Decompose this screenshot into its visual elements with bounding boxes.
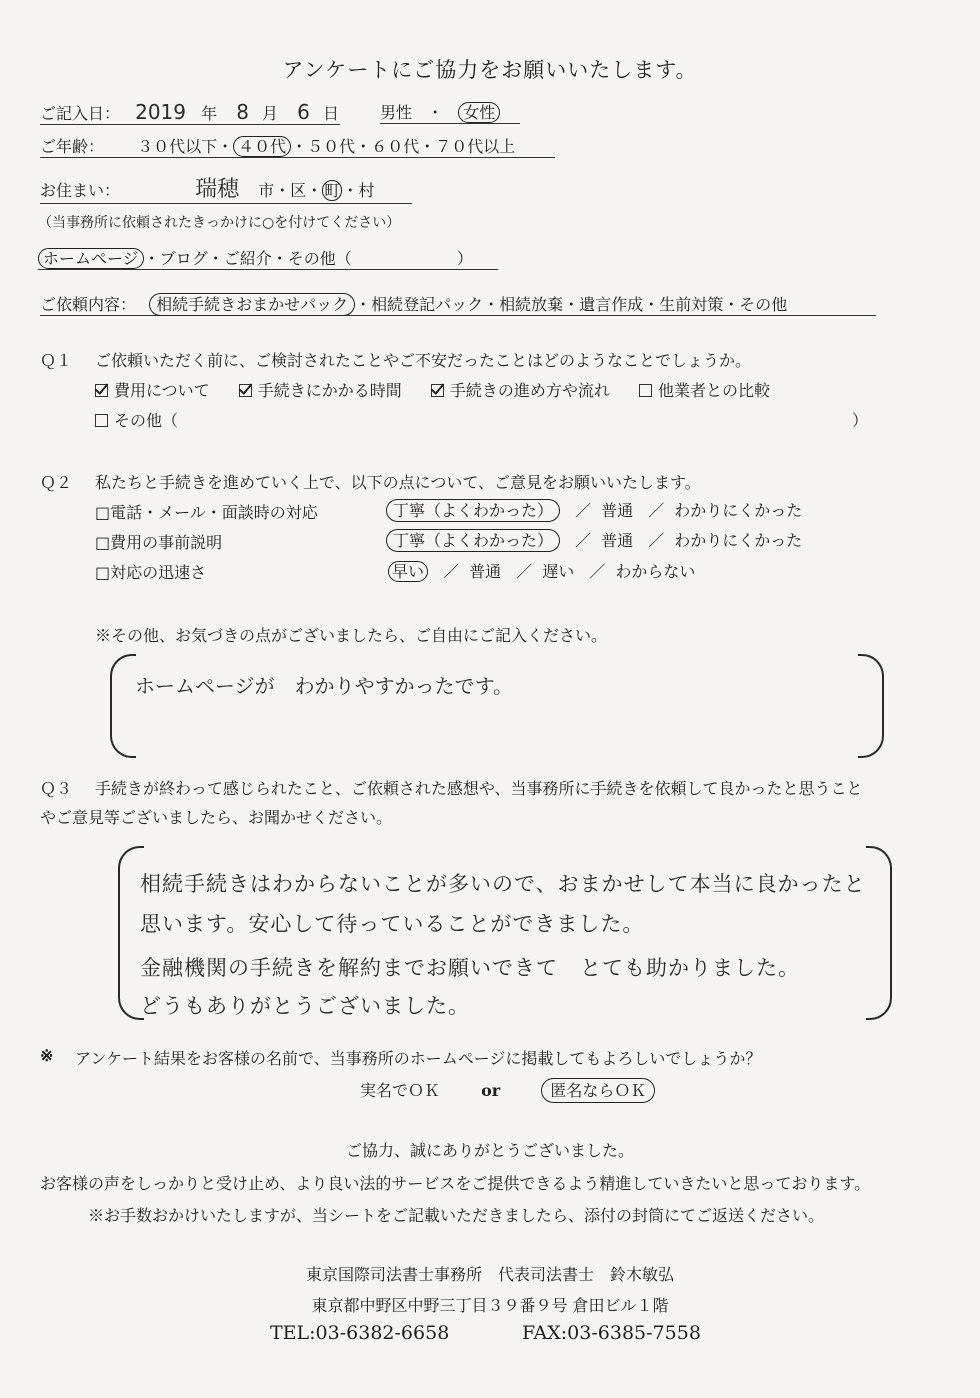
q2-cost-normal[interactable]: 普通 — [601, 531, 634, 550]
q2-number: Ｑ２ — [40, 473, 73, 492]
request-estate-planning[interactable]: 生前対策 — [659, 295, 724, 314]
age-option-30[interactable]: ３０代以下 — [137, 137, 218, 156]
trigger-other-close: ） — [456, 249, 473, 268]
entry-month: 8 — [236, 100, 249, 124]
residence-opt-shi[interactable]: 市 — [258, 181, 275, 200]
q1-item-cost[interactable] — [95, 381, 210, 400]
office-name: 東京国際司法書士事務所 代表司法書士 鈴木敏弘 — [305, 1265, 674, 1284]
q2-speed-slow[interactable]: 遅い — [542, 562, 575, 581]
closing-return-note: ※お手数おかけいたしますが、当シートをご記載いただきましたら、添付の封筒にてご返送ください。 — [88, 1206, 825, 1225]
day-unit: 日 — [322, 104, 339, 123]
q1-item-process-label: 手続きの進め方や流れ — [449, 381, 610, 400]
q2-cost-polite-circled[interactable]: 丁寧（よくわかった） — [386, 529, 560, 552]
residence-row: お住まい： 瑞穂 市・区・ 町 ・村 — [40, 172, 412, 204]
q2-speed-unknown[interactable]: わからない — [615, 562, 696, 581]
publish-anonymous-ok-circled[interactable]: 匿名ならＯＫ — [541, 1078, 655, 1103]
q2-row-contact-label: □電話・メール・面談時の対応 — [95, 503, 318, 522]
trigger-row: ホームページ ・ブログ・ご紹介・その他（ ） — [38, 246, 498, 270]
q1-item-cost-label: 費用について — [114, 381, 210, 400]
answer-box-right-bracket — [866, 846, 892, 1020]
residence-opt-mura[interactable]: 村 — [358, 181, 375, 200]
q2-row-cost-label: □費用の事前説明 — [95, 533, 223, 552]
gender-sep: ・ — [427, 103, 444, 122]
checkbox-empty-icon[interactable] — [639, 384, 652, 397]
publish-or: or — [481, 1081, 501, 1100]
q1-options-row — [95, 378, 770, 401]
entry-day: 6 — [297, 100, 310, 124]
q3-answer-line-4[interactable]: どうもありがとうございました。 — [140, 994, 470, 1018]
q1-number: Ｑ１ — [40, 351, 73, 370]
residence-label: お住まい： — [40, 181, 121, 200]
trigger-homepage-circled[interactable]: ホームページ — [38, 248, 144, 269]
q1-item-time-label: 手続きにかかる時間 — [257, 381, 402, 400]
q2-question: 私たちと手続きを進めていく上で、以下の点について、ご意見をお願いいたします。 — [95, 473, 701, 492]
q2-row-contact-options — [386, 498, 802, 521]
age-option-60[interactable]: ６０代 — [371, 137, 420, 156]
age-option-70[interactable]: ７０代以上 — [435, 137, 516, 156]
q2-row-cost-options — [386, 528, 802, 551]
q2-contact-unclear[interactable]: わかりにくかった — [674, 501, 803, 520]
trigger-note: （当事務所に依頼されたきっかけに○を付けてください） — [38, 215, 401, 231]
office-address: 東京都中野区中野三丁目３９番９号 倉田ビル１階 — [311, 1296, 669, 1315]
slash: ／ — [648, 501, 665, 520]
age-option-50[interactable]: ５０代 — [307, 137, 356, 156]
q2-speed-normal[interactable]: 普通 — [469, 562, 502, 581]
q2-speed-fast-circled[interactable]: 早い — [388, 561, 428, 582]
request-label: ご依頼内容： — [40, 295, 137, 314]
q2-contact-polite-circled[interactable]: 丁寧（よくわかった） — [386, 499, 560, 522]
q3-number: Ｑ３ — [40, 779, 73, 798]
entry-date-field[interactable] — [40, 100, 340, 125]
q1-question: ご依頼いただく前に、ご検討されたことやご不安だったことはどのようなことでしょうか。 — [95, 351, 752, 370]
request-package-circled[interactable]: 相続手続きおまかせパック — [149, 293, 355, 316]
checkbox-empty-icon[interactable] — [95, 414, 108, 427]
q1-item-compare[interactable] — [639, 381, 770, 400]
slash: ／ — [648, 531, 665, 550]
gender-female-circled[interactable]: 女性 — [458, 102, 500, 123]
trigger-other[interactable]: その他（ — [287, 249, 352, 268]
q2-row-speed-options — [388, 559, 695, 582]
entry-date-row — [40, 100, 340, 125]
publish-options — [360, 1078, 655, 1101]
slash: ／ — [575, 501, 592, 520]
trigger-referral[interactable]: ご紹介 — [223, 249, 272, 268]
q1-other-close: ） — [852, 411, 869, 430]
residence-opt-ku[interactable]: 区 — [290, 181, 307, 200]
q3-answer-line-3[interactable]: 金融機関の手続きを解約までお願いできて とても助かりました。 — [140, 956, 800, 980]
entry-year: 2019 — [135, 100, 187, 124]
trigger-blog[interactable]: ブログ — [159, 249, 208, 268]
q3-question-line1: 手続きが終わって感じられたこと、ご依頼された感想や、当事務所に手続きを依頼して良かったと思うこと — [95, 779, 863, 798]
request-will[interactable]: 遺言作成 — [579, 295, 644, 314]
age-label: ご年齢： — [40, 137, 105, 156]
publish-mark: ※ — [40, 1046, 54, 1065]
request-row: ご依頼内容： 相続手続きおまかせパック ・相続登記パック・相続放棄・遺言作成・生前対策・その他 — [40, 292, 876, 316]
office-tel: TEL:03-6382-6658 — [270, 1322, 450, 1344]
q3-answer-line-1[interactable]: 相続手続きはわからないことが多いので、おまかせして本当に良かったと — [140, 872, 866, 896]
q1-item-compare-label: 他業者との比較 — [658, 381, 771, 400]
q2-contact-normal[interactable]: 普通 — [601, 501, 634, 520]
q2-row-speed-label: □対応の迅速さ — [95, 563, 207, 582]
slash: ／ — [575, 531, 592, 550]
slash: ／ — [516, 562, 533, 581]
gender-male[interactable]: 男性 — [380, 103, 413, 122]
q3-question-line2: やご意見等ございましたら、お聞かせください。 — [40, 808, 393, 827]
checkbox-checked-icon[interactable] — [431, 384, 444, 397]
publish-question: アンケート結果をお客様の名前で、当事務所のホームページに掲載してもよろしいでしょうか？ — [75, 1049, 762, 1068]
month-unit: 月 — [262, 104, 279, 123]
request-registration[interactable]: 相続登記パック — [371, 295, 484, 314]
closing-thanks: ご協力、誠にありがとうございました。 — [345, 1141, 634, 1160]
publish-real-name-ok[interactable]: 実名でＯＫ — [360, 1081, 441, 1100]
q1-item-process[interactable] — [431, 381, 610, 400]
comment-box-left-bracket — [110, 654, 136, 758]
q2-comment-handwritten[interactable]: ホームページが わかりやすかったです。 — [135, 674, 513, 698]
survey-title: アンケートにご協力をお願いいたします。 — [282, 58, 698, 82]
residence-opt-machi-circled[interactable]: 町 — [324, 181, 341, 200]
q1-item-time[interactable] — [239, 381, 402, 400]
office-fax: FAX:03-6385-7558 — [522, 1322, 701, 1344]
checkbox-checked-icon[interactable] — [239, 384, 252, 397]
closing-message: お客様の声をしっかりと受け止め、より良い法的サービスをご提供できるよう精進していきたいと思っております。 — [40, 1174, 871, 1193]
gender-field — [380, 100, 520, 124]
year-unit: 年 — [201, 104, 218, 123]
request-renunciation[interactable]: 相続放棄 — [499, 295, 564, 314]
comment-box-right-bracket — [858, 654, 884, 758]
q2-comment-prompt: ※その他、お気づきの点がございましたら、ご自由にご記入ください。 — [95, 626, 608, 645]
slash: ／ — [589, 562, 606, 581]
age-row: ご年齢： ３０代以下・ ４０代 ・５０代・６０代・７０代以上 — [40, 134, 555, 158]
q1-other-label: その他（ — [114, 411, 179, 430]
entry-date-label: ご記入日： — [40, 104, 121, 123]
residence-city-name: 瑞穂 — [195, 177, 240, 202]
q1-other-row — [95, 408, 178, 431]
q3-answer-line-2[interactable]: 思います。安心して待っていることができました。 — [140, 912, 645, 936]
slash: ／ — [443, 562, 460, 581]
age-option-40-circled[interactable]: ４０代 — [233, 136, 291, 157]
q2-cost-unclear[interactable]: わかりにくかった — [674, 531, 803, 550]
checkbox-checked-icon[interactable] — [95, 384, 108, 397]
request-other[interactable]: その他 — [739, 295, 788, 314]
